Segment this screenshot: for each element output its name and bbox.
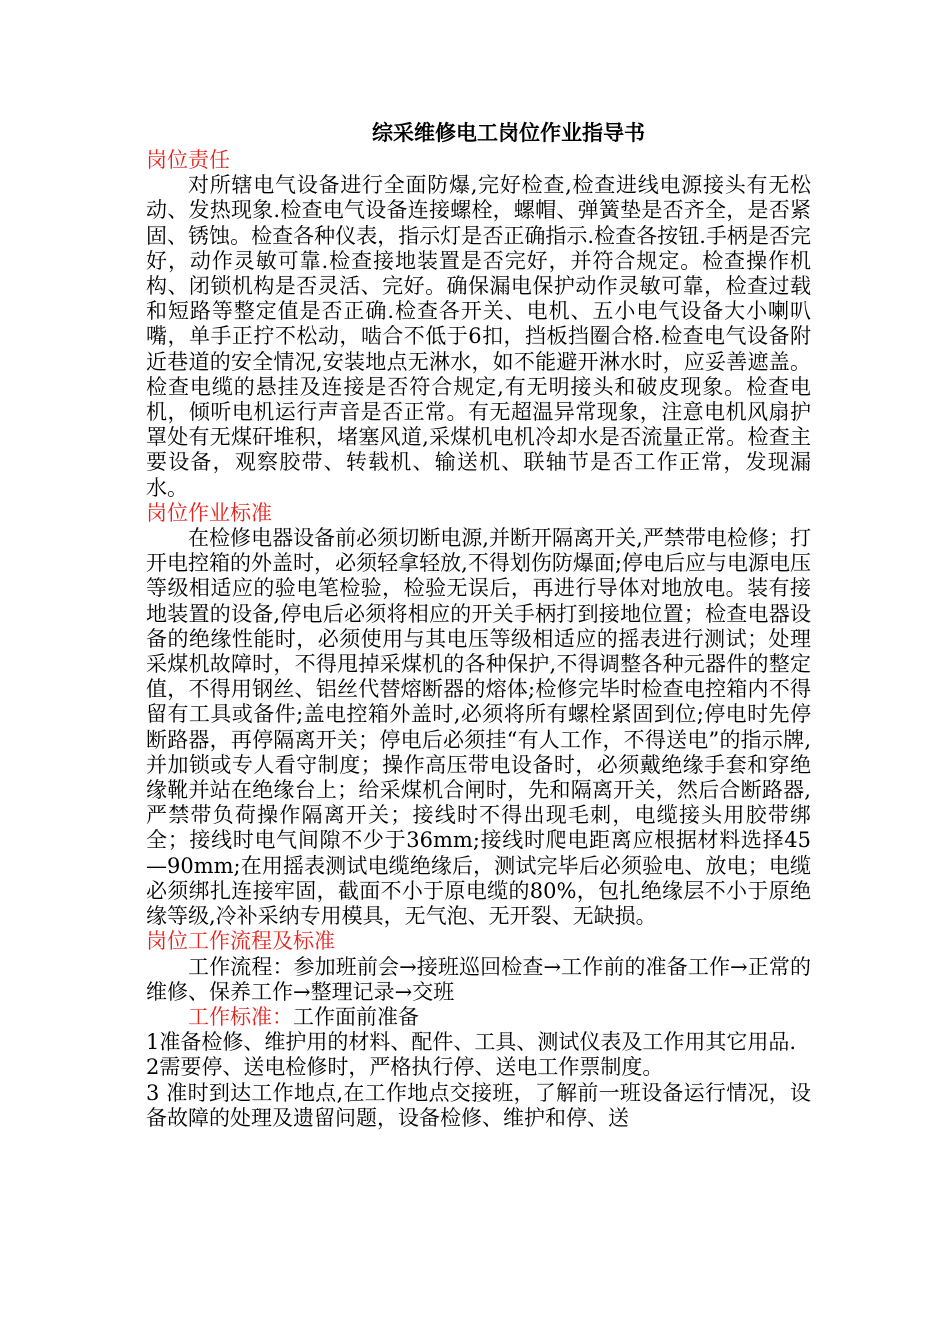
workflow-paragraph: 工作流程：参加班前会→接班巡回检查→工作前的准备工作→正常的维修、保养工作→整理记录→交班 [146, 954, 811, 1004]
section-work-standard [146, 501, 811, 929]
document-title: 综采维修电工岗位作业指导书 [372, 120, 645, 145]
section-heading-responsibility: 岗位责任 [146, 148, 230, 172]
standard-label: 工作标准： [188, 1004, 293, 1029]
work-standard-paragraph: 在检修电器设备前必须切断电源,并断开隔离开关,严禁带电检修；打开电控箱的外盖时，必须轻拿轻放,不得划伤防爆面;停电后应与电源电压等级相适应的验电笔检验，检验无误后，再进行导体对地放电。装有接地装置的设备,停电后必须将相应的开关手柄打到接地位置；检查电器设备的绝缘性能时，必须使用与其电压等级相适应的摇表进行测试；处理采煤机故障时，不得甩掉采煤机的各种保护,不得调整各种元器件的整定值，不得用钢丝、铝丝代替熔断器的熔体;检修完毕时检查电控箱内不得留有工具或备件;盖电控箱外盖时,必须将所有螺栓紧固到位;停电时先停断路器，再停隔离开关；停电后必须挂“有人工作，不得送电”的指示牌,并加锁或专人看守制度；操作高压带电设备时，必须戴绝缘手套和穿绝缘靴并站在绝缘台上；给采煤机合闸时，先和隔离开关，然后合断路器,严禁带负荷操作隔离开关；接线时不得出现毛刺，电缆接头用胶带绑全；接线时电气间隙不少于36mm;接线时爬电距离应根据材料选择45—90mm;在用摇表测试电缆绝缘后，测试完毕后必须验电、放电；电缆必须绑扎连接牢固，截面不小于原电缆的80%，包扎绝缘层不小于原绝缘等级,冷补采纳专用模具，无气泡、无开裂、无缺损。 [146, 526, 811, 929]
section-heading-work-standard: 岗位作业标准 [146, 500, 272, 525]
responsibility-paragraph: 对所辖电气设备进行全面防爆,完好检查,检查进线电源接头有无松动、发热现象.检查电气设备连接螺栓，螺帽、弹簧垫是否齐全，是否紧固、锈蚀。检查各种仪表，指示灯是否正确指示.检查各按钮.手柄是否完好，动作灵敏可靠.检查接地装置是否完好，并符合规定。检查操作机构、闭锁机构是否灵活、完好。确保漏电保护动作灵敏可靠，检查过载和短路等整定值是否正确.检查各开关、电机、五小电气设备大小喇叭嘴，单手正拧不松动，啮合不低于6扣，挡板挡圈合格.检查电气设备附近巷道的安全情况,安装地点无淋水，如不能避开淋水时，应妥善遮盖。检查电缆的悬挂及连接是否符合规定,有无明接头和破皮现象。检查电机，倾听电机运行声音是否正常。有无超温异常现象，注意电机风扇护罩处有无煤矸堆积，堵塞风道,采煤机电机冷却水是否流量正常。检查主要设备，观察胶带、转载机、输送机、联轴节是否工作正常，发现漏水。 [146, 173, 811, 500]
list-item: 2需要停、送电检修时，严格执行停、送电工作票制度。 [146, 1055, 664, 1080]
standard-line [146, 1005, 811, 1030]
section-workflow [146, 929, 811, 1131]
list-item: 3 准时到达工作地点,在工作地点交接班，了解前一班设备运行情况，设备故障的处理及遗留问题，设备检修、维护和停、送 [146, 1080, 811, 1130]
section-heading-workflow: 岗位工作流程及标准 [146, 929, 335, 954]
list-item: 1准备检修、维护用的材料、配件、工具、测试仪表及工作用其它用品. [146, 1030, 797, 1055]
document-page [146, 118, 811, 1131]
section-responsibility [146, 148, 811, 501]
standard-text: 工作面前准备 [293, 1004, 419, 1029]
